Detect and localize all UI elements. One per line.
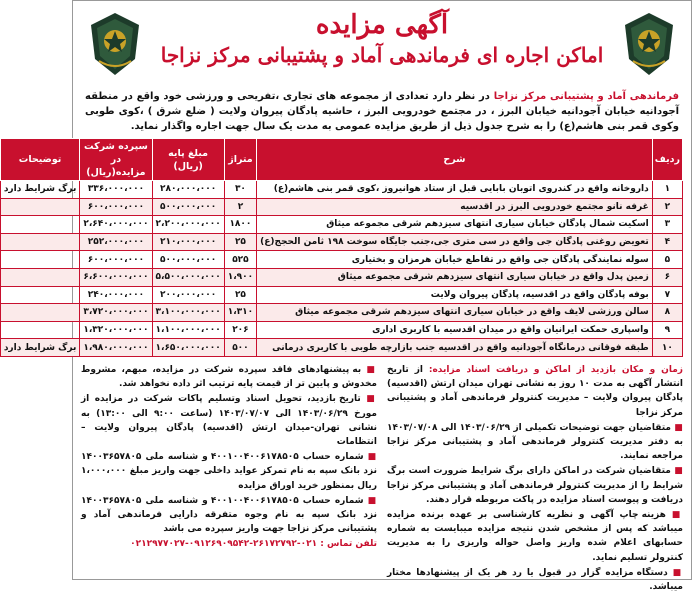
cell-note xyxy=(0,216,80,234)
table-row xyxy=(0,198,682,216)
table-row xyxy=(0,339,682,357)
cell-note xyxy=(0,321,80,339)
intro-org: فرماندهی آماد و پشتیبانی مرکز نزاجا xyxy=(493,91,679,102)
table-row xyxy=(0,321,682,339)
term-text: شماره حساب ۴۰۰۱۰۰۴۰۰۶۱۷۸۵۰۵ و شناسه ملی ۱۴۰۰۳۶۵۷۸۰۵ نزد بانک سپه به نام تمرکز عواید داخلی جهت واریز مبلغ ۱،۰۰۰،۰۰۰ ریال بمنظور خرید اوراق مزایده xyxy=(81,452,377,491)
cell-row: ۸ xyxy=(652,304,682,322)
intro-paragraph xyxy=(81,89,683,134)
bullet-icon: ■ xyxy=(665,509,683,520)
term-item xyxy=(81,392,377,449)
col-header-desc: شرح xyxy=(257,139,653,181)
col-header-area: متراژ xyxy=(224,139,256,181)
terms-right-column xyxy=(387,363,683,595)
cell-desc: غرفه نانو مجتمع خودرویی البرز در اقدسیه xyxy=(257,198,653,216)
cell-note xyxy=(0,233,80,251)
table-row xyxy=(0,233,682,251)
term-text: به پیشنهادهای فاقد سپرده شرکت در مزایده، مبهم، مشروط مخدوش و پایین تر از قیمت پایه ترتیب اثر داده نخواهد شد. xyxy=(81,364,377,390)
cell-area: ۲۵ xyxy=(224,286,256,304)
term-item xyxy=(81,494,377,537)
cell-area: ۲ xyxy=(224,198,256,216)
term-text: تاریخ بازدید، تحویل اسناد وتسلیم پاکات شرکت در مزایده از مورخ ۱۴۰۳/۰۶/۲۹ الی ۱۴۰۳/۰۷/۰۷ (ساعت ۹:۰۰ الی ۱۳:۰۰) به نشانی تهران-میدان ارتش (اقدسیه) پادگان پیروان ولایت – انتظامات xyxy=(81,394,377,447)
cell-row: ۲ xyxy=(652,198,682,216)
cell-row: ۹ xyxy=(652,321,682,339)
cell-row: ۶ xyxy=(652,268,682,286)
cell-row: ۷ xyxy=(652,286,682,304)
cell-note xyxy=(0,251,80,269)
bullet-icon: ■ xyxy=(363,452,377,463)
cell-deposit: ۱،۹۸۰،۰۰۰،۰۰۰ xyxy=(80,339,152,357)
bullet-icon: ■ xyxy=(361,364,377,375)
cell-note xyxy=(0,268,80,286)
term-text: متقاضیان شرکت در اماکن دارای برگ شرایط ضرورت است برگ شرایط را از مدیریت کنترولر فرماندهی آماد و پشتیبانی مرکز نزاجا دریافت و پیوست اسناد مزایده در پاکت مربوطه قرار دهند. xyxy=(387,466,683,505)
bullet-icon: ■ xyxy=(670,422,683,433)
cell-desc: زمین پدل واقع در خیابان سیاری انتهای سیزدهم شرقی مجموعه میثاق xyxy=(257,268,653,286)
visit-text: از تاریخ انتشار آگهی به مدت ۱۰ روز به نشانی تهران میدان ارتش (اقدسیه) پادگان پیروان ولایت – مدیریت کنترولر فرماندهی آماد و پشتیبانی مرکز نزاجا xyxy=(387,364,683,418)
intro-body: در نظر دارد تعدادی از مجموعه های تجاری ،تفریحی و ورزشی خود واقع در منطقه آجودانیه خیابان آجودانیه خیابان البرز ، در مجتمع خودرویی البرز ، حاشیه پادگان پیروان ولایت ( ضلع شرق ) ،کوی طوبی وکوی قمر بنی هاشم(ع) را به شرح جدول ذیل از طریق مزایده عمومی به مدت یک سال جهت اجاره واگذار نماید. xyxy=(85,91,679,132)
notice-title: آگهی مزایده xyxy=(315,10,449,40)
term-text: هزینه چاپ آگهی و نظریه کارشناسی بر عهده برنده مزایده میباشد که پس از مشخص شدن نتیجه مزایده میبایست به شماره حسابهای اعلام شده واریز واصل حواله واریزی را به مدیریت کنترولر تسلیم نماید. xyxy=(387,509,683,563)
term-text: دستگاه مزایده گزار در قبول یا رد هر یک از پیشنهادها مختار میباشد. xyxy=(387,567,683,592)
cell-area: ۳۰ xyxy=(224,181,256,199)
cell-area: ۵۰۰ xyxy=(224,339,256,357)
cell-desc: تعویض روغنی پادگان جی واقع در سی متری جی،جنب جایگاه سوخت ۱۹۸ ثامن الحجج(ع) xyxy=(257,233,653,251)
cell-note: برگ شرایط دارد xyxy=(0,181,80,199)
table-row xyxy=(0,286,682,304)
header xyxy=(81,9,683,87)
cell-area: ۱۸۰۰ xyxy=(224,216,256,234)
term-item xyxy=(387,508,683,565)
cell-note xyxy=(0,286,80,304)
cell-desc: بوفه پادگان واقع در اقدسیه، پادگان پیروان ولایت xyxy=(257,286,653,304)
cell-note: برگ شرایط دارد xyxy=(0,339,80,357)
visit-section-title: زمان و مکان بازدید از اماکن و دریافت اسناد مزایده: xyxy=(428,364,683,375)
col-header-notes: توضیحات xyxy=(0,139,80,181)
cell-base: ۵،۵۰۰،۰۰۰،۰۰۰ xyxy=(152,268,224,286)
bullet-icon: ■ xyxy=(360,394,377,405)
table-row xyxy=(0,216,682,234)
cell-base: ۲،۲۰۰،۰۰۰،۰۰۰ xyxy=(152,216,224,234)
table-row xyxy=(0,181,682,199)
cell-base: ۵۰۰،۰۰۰،۰۰۰ xyxy=(152,251,224,269)
cell-area: ۱،۳۱۰ xyxy=(224,304,256,322)
term-item xyxy=(387,464,683,507)
cell-desc: اسکیت شمال پادگان خیابان سیاری انتهای سیزدهم شرقی مجموعه میثاق xyxy=(257,216,653,234)
cell-deposit: ۲۵۲،۰۰۰،۰۰۰ xyxy=(80,233,152,251)
bullet-icon: ■ xyxy=(670,466,683,477)
term-text: متقاضیان جهت توضیحات تکمیلی از ۱۴۰۳/۰۶/۲۹ الی ۱۴۰۳/۰۷/۰۸ به دفتر مدیریت کنترولر فرماندهی آماد و پشتیبانی مرکز نزاجا مراجعه نمایند. xyxy=(387,422,683,462)
table-row xyxy=(0,304,682,322)
auction-table xyxy=(0,138,683,357)
cell-desc: داروخانه واقع در کندروی اتوبان بابایی قبل از ستاد هوانیروز ،کوی قمر بنی هاشم(ع) xyxy=(257,181,653,199)
cell-base: ۲۱۰،۰۰۰،۰۰۰ xyxy=(152,233,224,251)
cell-row: ۴ xyxy=(652,233,682,251)
cell-deposit: ۲،۶۴۰،۰۰۰،۰۰۰ xyxy=(80,216,152,234)
term-item xyxy=(387,421,683,464)
term-item xyxy=(81,450,377,493)
cell-deposit: ۶۰۰،۰۰۰،۰۰۰ xyxy=(80,251,152,269)
cell-deposit: ۶،۶۰۰،۰۰۰،۰۰۰ xyxy=(80,268,152,286)
cell-area: ۲۰۶ xyxy=(224,321,256,339)
term-item xyxy=(387,566,683,594)
cell-note xyxy=(0,198,80,216)
army-emblem-icon xyxy=(619,11,679,77)
table-row xyxy=(0,251,682,269)
notice-subtitle: اماکن اجاره ای فرماندهی آماد و پشتیبانی مرکز نزاجا xyxy=(160,43,604,67)
cell-base: ۱،۱۰۰،۰۰۰،۰۰۰ xyxy=(152,321,224,339)
cell-note xyxy=(0,304,80,322)
auction-notice xyxy=(3,0,692,592)
terms-left-column xyxy=(81,363,377,595)
cell-deposit: ۶۰۰،۰۰۰،۰۰۰ xyxy=(80,198,152,216)
cell-deposit: ۲۴۰،۰۰۰،۰۰۰ xyxy=(80,286,152,304)
col-header-row: ردیف xyxy=(652,139,682,181)
army-emblem-icon xyxy=(85,11,145,77)
cell-row: ۳ xyxy=(652,216,682,234)
cell-row: ۱ xyxy=(652,181,682,199)
term-text: شماره حساب ۴۰۰۱۰۰۴۰۰۶۱۷۸۵۰۵ و شناسه ملی ۱۴۰۰۳۶۵۷۸۰۵ نزد بانک سپه به نام وجوه متفرقه دارایی فرماندهی آماد و پشتیبانی مرکز نزاجا جهت واریز سپرده می باشد xyxy=(81,495,377,535)
bullet-icon: ■ xyxy=(667,567,683,578)
cell-base: ۲۰۰،۰۰۰،۰۰۰ xyxy=(152,286,224,304)
bullet-icon: ■ xyxy=(363,495,377,506)
cell-deposit: ۳،۷۲۰،۰۰۰،۰۰۰ xyxy=(80,304,152,322)
cell-area: ۲۵ xyxy=(224,233,256,251)
col-header-base: مبلغ پایه (ریال) xyxy=(152,139,224,181)
cell-area: ۱،۹۰۰ xyxy=(224,268,256,286)
contact-phone: تلفن تماس : ۰۲۱-۲۶۱۷۲۷۹۲-۰۹۱۲۶۹۰۹۵۴۲-۰۲۱۲۹۷۷۰۲۷ xyxy=(130,539,377,550)
cell-base: ۲۸۰،۰۰۰،۰۰۰ xyxy=(152,181,224,199)
cell-row: ۱۰ xyxy=(652,339,682,357)
cell-base: ۵۰۰،۰۰۰،۰۰۰ xyxy=(152,198,224,216)
cell-deposit: ۱،۳۲۰،۰۰۰،۰۰۰ xyxy=(80,321,152,339)
cell-base: ۳،۱۰۰،۰۰۰،۰۰۰ xyxy=(152,304,224,322)
col-header-deposit: سپرده شرکت در مزایده(ریال) xyxy=(80,139,152,181)
cell-deposit: ۳۳۶،۰۰۰،۰۰۰ xyxy=(80,181,152,199)
cell-desc: سوله نمایندگی پادگان جی واقع در تقاطع خیابان هرمزان و بختیاری xyxy=(257,251,653,269)
cell-desc: طبقه فوقانی درمانگاه آجودانیه واقع در اقدسیه جنب بازارچه طوبی با کاربری درمانی xyxy=(257,339,653,357)
term-item xyxy=(81,363,377,391)
cell-row: ۵ xyxy=(652,251,682,269)
table-header-row xyxy=(0,139,682,181)
table-row xyxy=(0,268,682,286)
cell-area: ۵۲۵ xyxy=(224,251,256,269)
terms-section xyxy=(81,363,683,595)
cell-desc: واسپاری حمکت ایرانیان واقع در میدان اقدسیه با کاربری اداری xyxy=(257,321,653,339)
cell-base: ۱،۶۵۰،۰۰۰،۰۰۰ xyxy=(152,339,224,357)
visit-info xyxy=(387,363,683,420)
cell-desc: سالن ورزشی لایف واقع در خیابان سیاری انتهای سیزدهم شرقی مجموعه میثاق xyxy=(257,304,653,322)
